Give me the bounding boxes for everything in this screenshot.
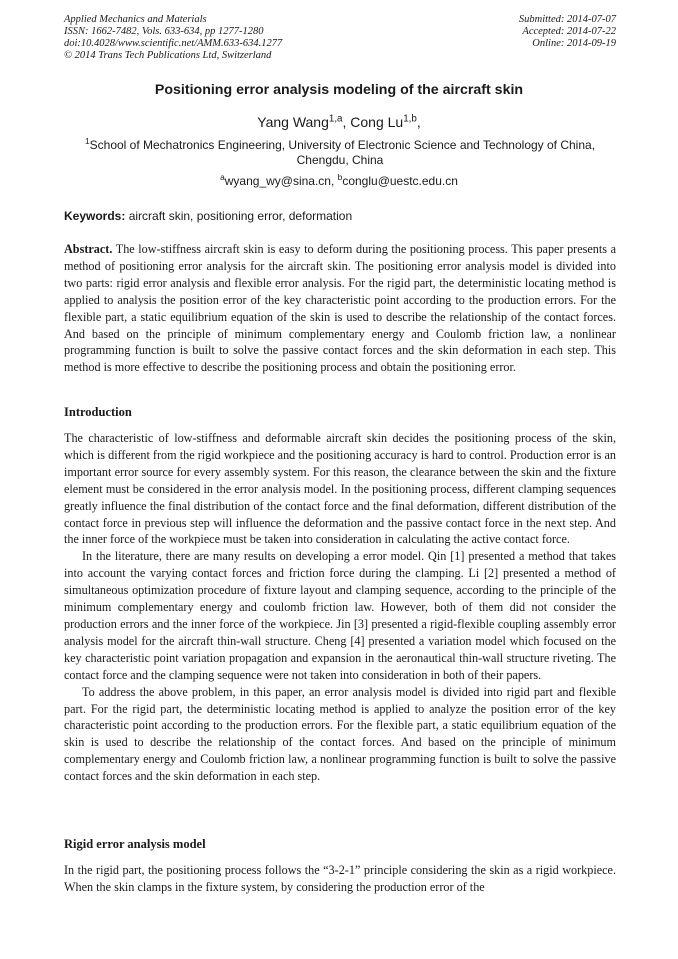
issn-line: ISSN: 1662-7482, Vols. 633-634, pp 1277-1280 (64, 26, 264, 37)
copyright-line: © 2014 Trans Tech Publications Ltd, Switzerland (64, 50, 272, 61)
email-link[interactable]: conglu@uestc.edu.cn (342, 174, 458, 188)
paragraph: To address the above problem, in this paper, an error analysis model is divided into rigid part and flexible part. For the rigid part, the deterministic locating method is applied to analyze the position error of the key characteristic point according to the production errors. For the flexible part, a static equilibrium equation of the skin is used to describe the relationship of the contact forces. And based on the principle of minimum complementary energy and Coulomb friction law, a nonlinear programming function is built to solve the passive contact forces and the skin deformation in each step. (64, 684, 616, 784)
doi-link[interactable]: doi:10.4028/www.scientific.net/AMM.633-634.1277 (64, 38, 283, 49)
keywords-text: aircraft skin, positioning error, deformation (125, 209, 353, 223)
affiliation (64, 138, 616, 168)
affiliation-sup: 1 (84, 136, 90, 146)
doi-line[interactable] (64, 38, 282, 50)
section-heading-rigid: Rigid error analysis model (64, 837, 206, 851)
accepted-date: Accepted: 2014-07-22 (522, 26, 616, 37)
section-heading-introduction: Introduction (64, 405, 132, 419)
abstract (64, 241, 616, 376)
journal-info (64, 14, 282, 62)
author-affiliation-sup: 1,b (403, 113, 417, 125)
author-name: Cong Lu (350, 114, 404, 130)
author-trailing: , (416, 114, 421, 130)
keywords (64, 209, 616, 223)
author-list (0, 114, 678, 130)
author-separator: , (342, 114, 351, 130)
email-sup: a (220, 172, 225, 182)
author-affiliation-sup: 1,a (328, 113, 343, 125)
email-sup: b (337, 172, 343, 182)
publication-dates (519, 14, 616, 50)
affiliation-text: School of Mechatronics Engineering, University of Electronic Science and Technology of China, Chengdu, China (89, 138, 596, 167)
author-name: Yang Wang (257, 114, 329, 130)
email-link[interactable]: wyang_wy@sina.cn, (224, 174, 338, 188)
paragraph: In the literature, there are many results on developing a error model. Qin [1] presented a method that takes into account the varying contact forces and friction force during the clamping. Li [2] presented a method of simultaneous optimization procedure of fixture layout and clamping sequence, according to the principle of the minimum complementary energy and coulomb friction law. However, both of them did not consider the production errors and the inner force of the workpiece. Jin [3] presented a rigid-flexible coupling assembly error analysis model for the aircraft thin-wall structure. Cheng [4] presented a variation model which focused on the key characteristic point variation propagation and expansion in the aeronautical thin-wall structure riveting. The contact force and the clamping sequence were not taken into consideration in both of their papers. (64, 549, 616, 682)
introduction-body (64, 430, 616, 785)
abstract-label: Abstract. (64, 242, 113, 256)
keywords-label: Keywords: (64, 209, 126, 223)
rigid-body (64, 862, 616, 896)
paragraph: The characteristic of low-stiffness and deformable aircraft skin decides the positioning process of the skin, which is different from the rigid workpiece and the positioning accuracy is hard to control. Production error is an important error source for every assembly system. For this reason, the clearance between the skin and the fixture element must be considered in the error analysis model. In the positioning process, different clamping sequences greatly influence the final distribution of the contact force and the final deformation, different distribution of the contact force in previous step will influence the deformation and the passive contact force in the next step. And the inner force of the workpiece must be taken into consideration in calculating the active contact force. (64, 431, 616, 547)
journal-name: Applied Mechanics and Materials (64, 14, 207, 25)
author-emails (0, 174, 678, 188)
submitted-date: Submitted: 2014-07-07 (518, 14, 616, 25)
paper-title: Positioning error analysis modeling of the aircraft skin (154, 82, 524, 98)
abstract-text: The low-stiffness aircraft skin is easy to deform during the positioning process. This paper presents a method of positioning error analysis for the aircraft skin. The positioning error analysis model is divided into two parts: rigid error analysis and flexible error analysis. For the rigid part, the deterministic locating method is applied to analysis the position error of the key characteristic point according to the production errors. For the flexible part, a static equilibrium equation of the skin is used to describe the relationship of the contact forces. And based on the principle of minimum complementary energy and Coulomb friction law, a nonlinear programming function is built to solve the passive contact forces and the skin deformation in each step. This method is more effective to describe the positioning process and obtain the positioning error. (64, 242, 616, 375)
online-date: Online: 2014-09-19 (532, 38, 616, 49)
paragraph: In the rigid part, the positioning process follows the “3-2-1” principle considering the skin as a rigid workpiece. When the skin clamps in the fixture system, by considering the production error of the (64, 863, 616, 894)
